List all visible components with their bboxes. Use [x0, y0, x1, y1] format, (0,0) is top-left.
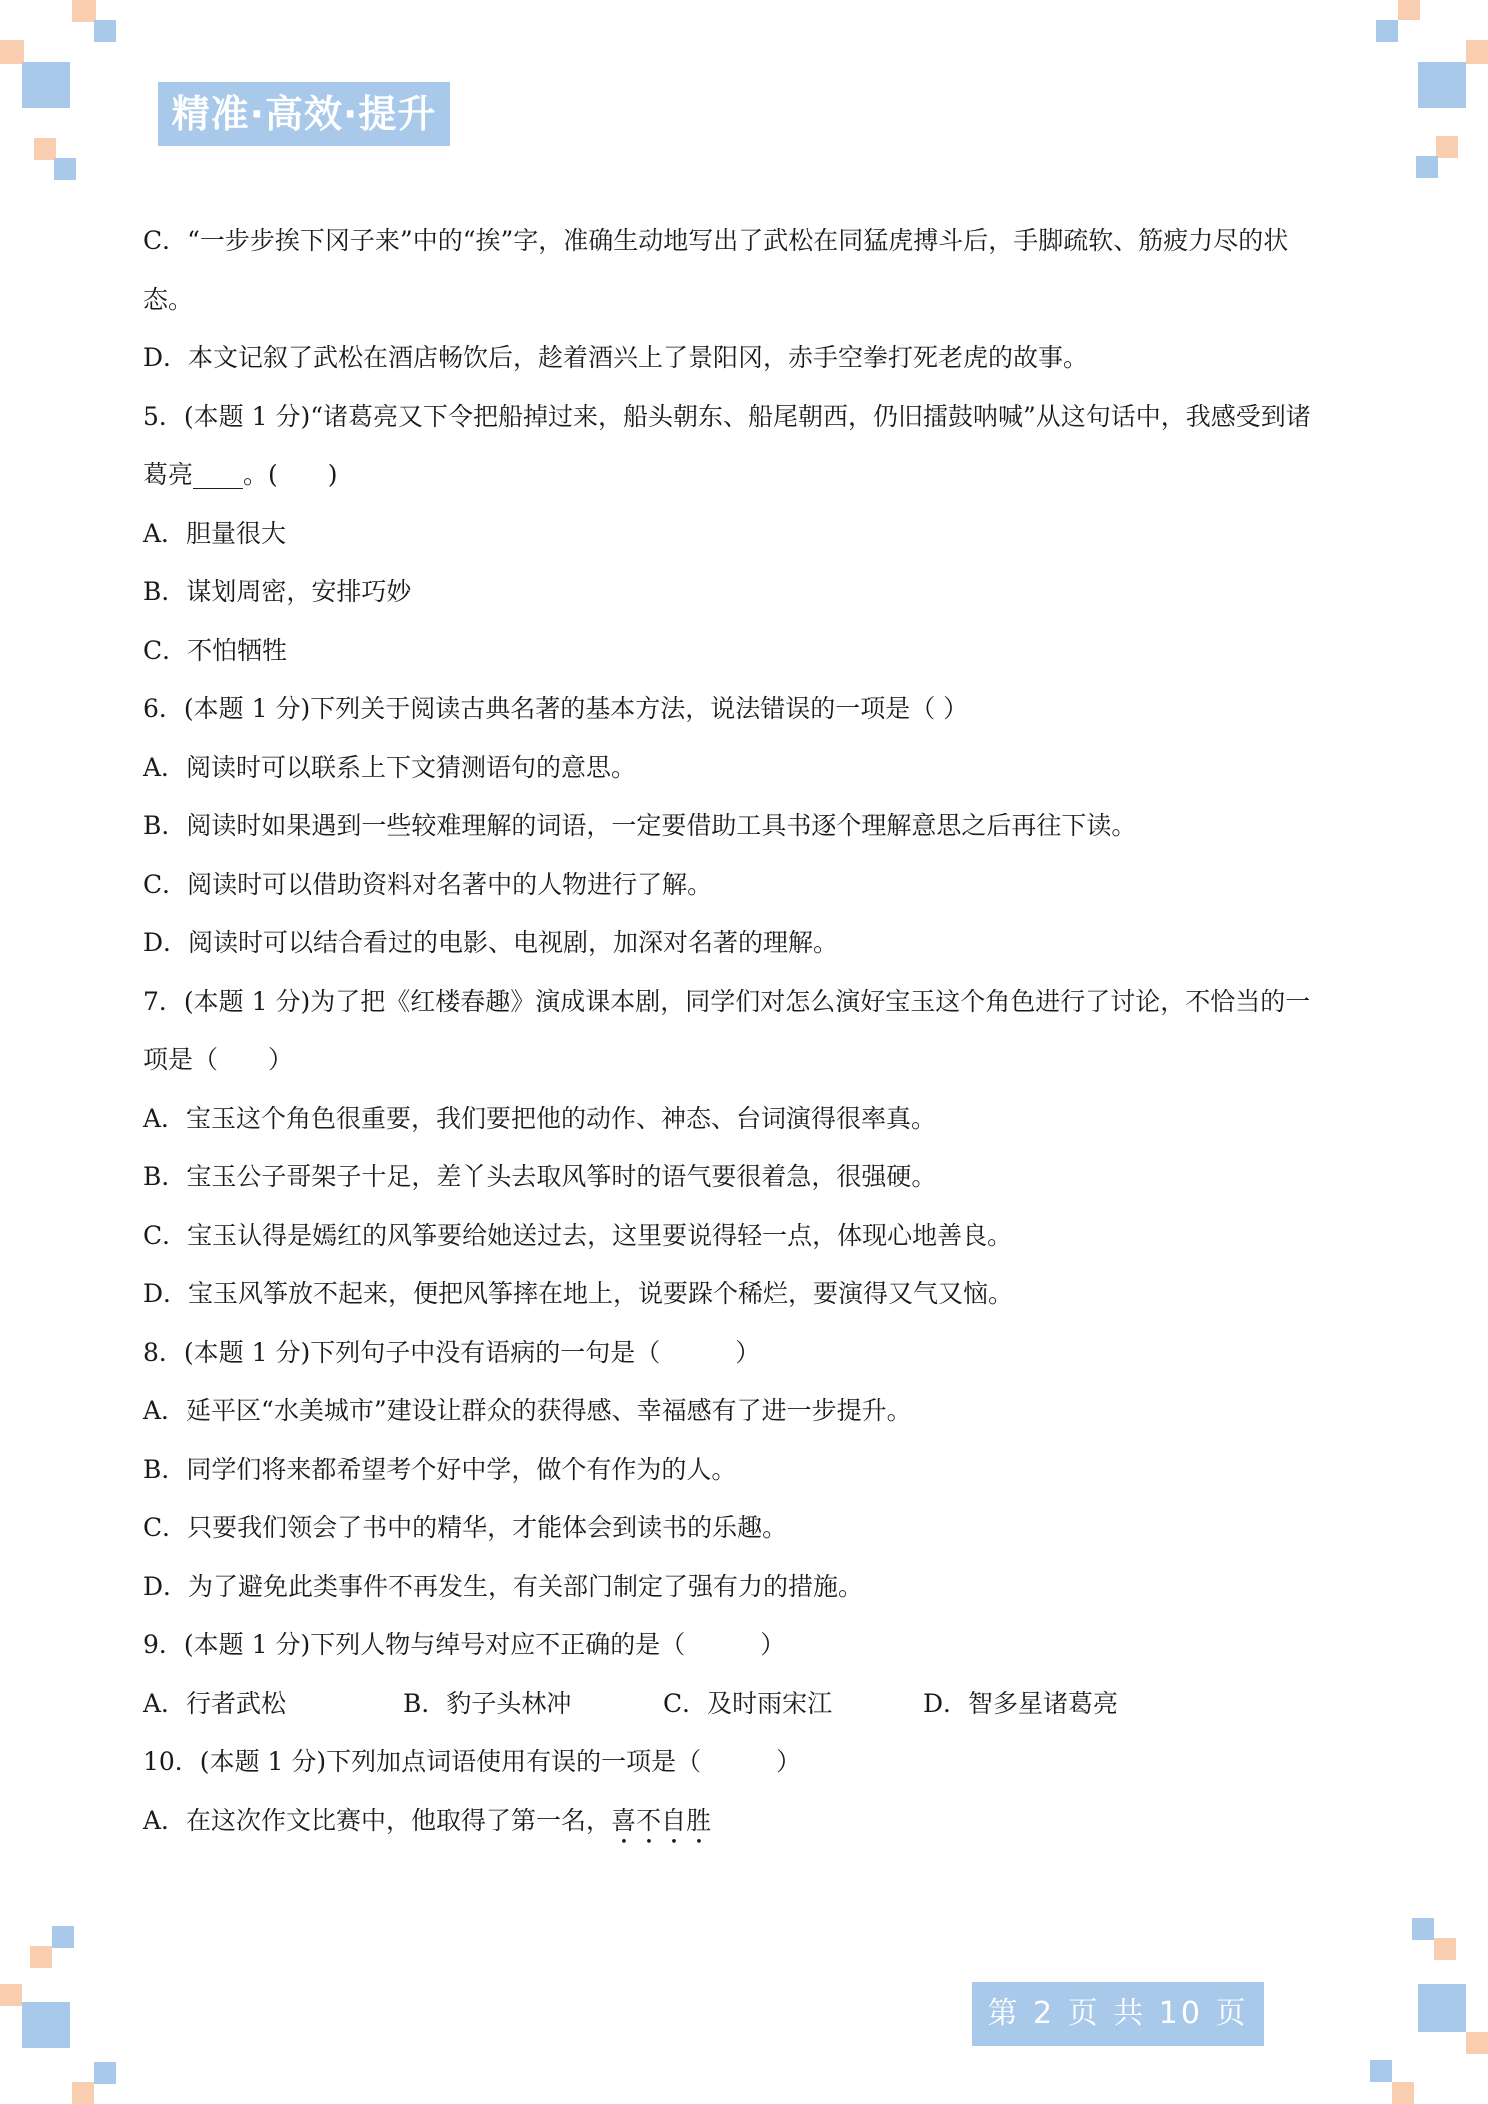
corner-decoration: [52, 1926, 74, 1948]
corner-decoration: [0, 1984, 22, 2006]
q4-option-c: C．“一步步挨下冈子来”中的“挨”字，准确生动地写出了武松在同猛虎搏斗后，手脚疏软、筋疲力尽的状: [143, 226, 1289, 255]
corner-decoration: [1436, 136, 1458, 158]
corner-decoration: [1398, 0, 1420, 20]
corner-decoration: [1466, 40, 1488, 64]
page-number-label: 第 2 页 共 10 页: [972, 1982, 1264, 2046]
question-content: [143, 212, 1353, 1850]
corner-decoration: [1392, 2082, 1414, 2104]
q5-option-a: A．胆量很大: [143, 518, 287, 548]
corner-decoration: [1466, 2032, 1488, 2054]
question-5-stem-continued: 葛亮____。( ): [143, 460, 338, 489]
q5-option-b: B．谋划周密，安排巧妙: [143, 577, 412, 606]
q7-option-a: A．宝玉这个角色很重要，我们要把他的动作、神态、台词演得很率真。: [143, 1103, 937, 1133]
corner-decoration: [22, 2002, 70, 2048]
q9-options-row: [143, 1675, 1353, 1734]
q8-option-c: C．只要我们领会了书中的精华，才能体会到读书的乐趣。: [143, 1513, 788, 1542]
q10-option-a: [143, 1792, 1353, 1851]
corner-decoration: [72, 2082, 94, 2104]
corner-decoration: [1376, 20, 1398, 42]
question-5-stem: 5．(本题 1 分)“诸葛亮又下令把船掉过来，船头朝东、船尾朝西，仍旧擂鼓呐喊”从这句话中，我感受到诸: [143, 401, 1311, 431]
q4-option-d: D．本文记叙了武松在酒店畅饮后，趁着酒兴上了景阳冈，赤手空拳打死老虎的故事。: [143, 343, 1089, 372]
q9-option-a: A．行者武松: [143, 1688, 287, 1718]
corner-decoration: [30, 1946, 52, 1968]
corner-decoration: [1418, 62, 1466, 108]
header-banner: 精准·高效·提升: [158, 82, 450, 146]
corner-decoration: [22, 62, 70, 108]
q6-option-a: A．阅读时可以联系上下文猜测语句的意思。: [143, 752, 637, 782]
q8-option-a: A．延平区“水美城市”建设让群众的获得感、幸福感有了进一步提升。: [143, 1396, 912, 1425]
q10-option-a-dotted-term: 喜不自胜: [611, 1805, 712, 1835]
q4-option-c-continued: 态。: [143, 284, 194, 314]
q7-option-c: C．宝玉认得是嫣红的风筝要给她送过去，这里要说得轻一点，体现心地善良。: [143, 1220, 1013, 1250]
q9-option-b: B．豹子头林冲: [403, 1688, 572, 1718]
q7-option-d: D．宝玉风筝放不起来，便把风筝摔在地上，说要跺个稀烂，要演得又气又恼。: [143, 1279, 1014, 1308]
q5-option-c: C．不怕牺牲: [143, 635, 288, 665]
question-10-stem: 10．(本题 1 分)下列加点词语使用有误的一项是（ ）: [143, 1747, 802, 1776]
corner-decoration: [54, 158, 76, 180]
question-6-stem: 6．(本题 1 分)下列关于阅读古典名著的基本方法，说法错误的一项是（ ）: [143, 694, 969, 723]
q8-option-d: D．为了避免此类事件不再发生，有关部门制定了强有力的措施。: [143, 1571, 864, 1601]
question-8-stem: 8．(本题 1 分)下列句子中没有语病的一句是（ ）: [143, 1337, 761, 1367]
q9-option-d: D．智多星诸葛亮: [923, 1688, 1119, 1718]
corner-decoration: [1412, 1918, 1434, 1940]
q6-option-b: B．阅读时如果遇到一些较难理解的词语，一定要借助工具书逐个理解意思之后再往下读。: [143, 811, 1137, 840]
q7-option-b: B．宝玉公子哥架子十足，差丫头去取风筝时的语气要很着急，很强硬。: [143, 1162, 937, 1191]
q6-option-d: D．阅读时可以结合看过的电影、电视剧，加深对名著的理解。: [143, 928, 839, 957]
corner-decoration: [1434, 1938, 1456, 1960]
corner-decoration: [0, 40, 24, 64]
corner-decoration: [34, 138, 56, 160]
corner-decoration: [1416, 156, 1438, 178]
corner-decoration: [94, 20, 116, 42]
q10-option-a-text: A．在这次作文比赛中，他取得了第一名，: [143, 1805, 612, 1835]
q6-option-c: C．阅读时可以借助资料对名著中的人物进行了解。: [143, 869, 713, 899]
corner-decoration: [1418, 1984, 1466, 2032]
question-7-stem: 7．(本题 1 分)为了把《红楼春趣》演成课本剧，同学们对怎么演好宝玉这个角色进行了讨论，不恰当的一: [143, 986, 1311, 1016]
question-9-stem: 9．(本题 1 分)下列人物与绰号对应不正确的是（ ）: [143, 1630, 786, 1659]
corner-decoration: [1370, 2060, 1392, 2082]
q9-option-c: C．及时雨宋江: [663, 1688, 833, 1718]
corner-decoration: [94, 2062, 116, 2084]
question-7-stem-continued: 项是（ ）: [143, 1045, 294, 1074]
q8-option-b: B．同学们将来都希望考个好中学，做个有作为的人。: [143, 1454, 737, 1484]
corner-decoration: [72, 0, 96, 22]
